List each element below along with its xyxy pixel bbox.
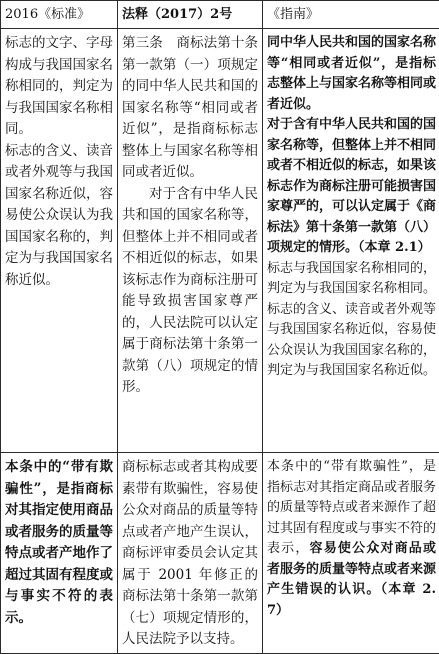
header-guideline: 《指南》 [263,1,439,29]
paragraph-bold: 对于含有中华人民共和国的国家名称等，但整体上并不相同或者不相近似的标志，如果该标志作为商标注册可能损害国家尊严的，可以认定属于《商标法》第十条第一款第（八）项规定的情形。（本章 2.1） [267,117,437,255]
text-lead: 本条中的“带有欺骗性”，是指标志对其指定商品或者服务的质量等特点或者来源作了超过其固有程度或与事实不符的表示， [267,459,437,556]
table-row-national-name [1,29,439,453]
paragraph: 标志的含义、读音或者外观等与我国国家名称近似，容易使公众误认为我国国家名称的，判定为与我国国家名称近似。 [5,142,113,288]
paragraph: 商标标志或者其构成要素带有欺骗性，容易使公众对商品的质量等特点或者产地产生误认，商标评审委员会认定其属于 2001 年修正的商标法第十条第一款第（七）项规定情形的，人民法院予以支持。 [122,459,258,647]
cell-standard-2016 [1,29,118,453]
cell-guideline [263,453,439,654]
cell-standard-2016 [1,453,118,654]
text-reference: （本章 2.7） [267,582,436,618]
paragraph: 对于含有中华人民共和国的国家名称等，但整体上并不相同或者不相近似的标志，如果该标志作为商标注册可能导致损害国家尊严的，人民法院可以认定属于商标法第十条第一款第（八）项规定的情形。 [122,185,258,395]
paragraph: 本条中的“带有欺骗性”，是指商标对其指定使用商品或者服务的质量等特点或者产地作了超过其固有程度或与事实不符的表示。 [5,459,113,626]
paragraph: 第三条 商标法第十条第一款第（一）项规定的同中华人民共和国的国家名称等“相同或者近似”，是指商标标志整体上与国家名称等相同或者近似。 [122,35,258,180]
paragraph: 标志的含义、读音或者外观等与我国国家名称近似，容易使公众误认为我国国家名称的，判定为与我国国家名称近似。 [267,301,437,378]
table-row-deceptive [1,453,439,654]
cell-judicial-interpretation [118,453,263,654]
text-bold: 容易使公众对商品或者服务的质量等特点或者来源产生错误的认识。 [267,541,437,597]
header-judicial-interpretation: 法释（2017）2号 [118,1,263,29]
header-standard-2016: 2016《标准》 [1,1,118,29]
table-header-row [1,1,439,29]
paragraph-bold: 同中华人民共和国的国家名称等“相同或者近似”，是指标志整体上与国家名称等相同或者近似。 [267,35,437,112]
paragraph [267,457,436,621]
paragraph: 标志的文字、字母构成与我国国家名称相同的，判定为与我国国家名称相同。 [5,35,113,137]
cell-guideline [263,29,439,453]
paragraph: 标志与我国国家名称相同的，判定为与我国国家名称相同。 [267,260,437,296]
cell-judicial-interpretation [118,29,263,453]
